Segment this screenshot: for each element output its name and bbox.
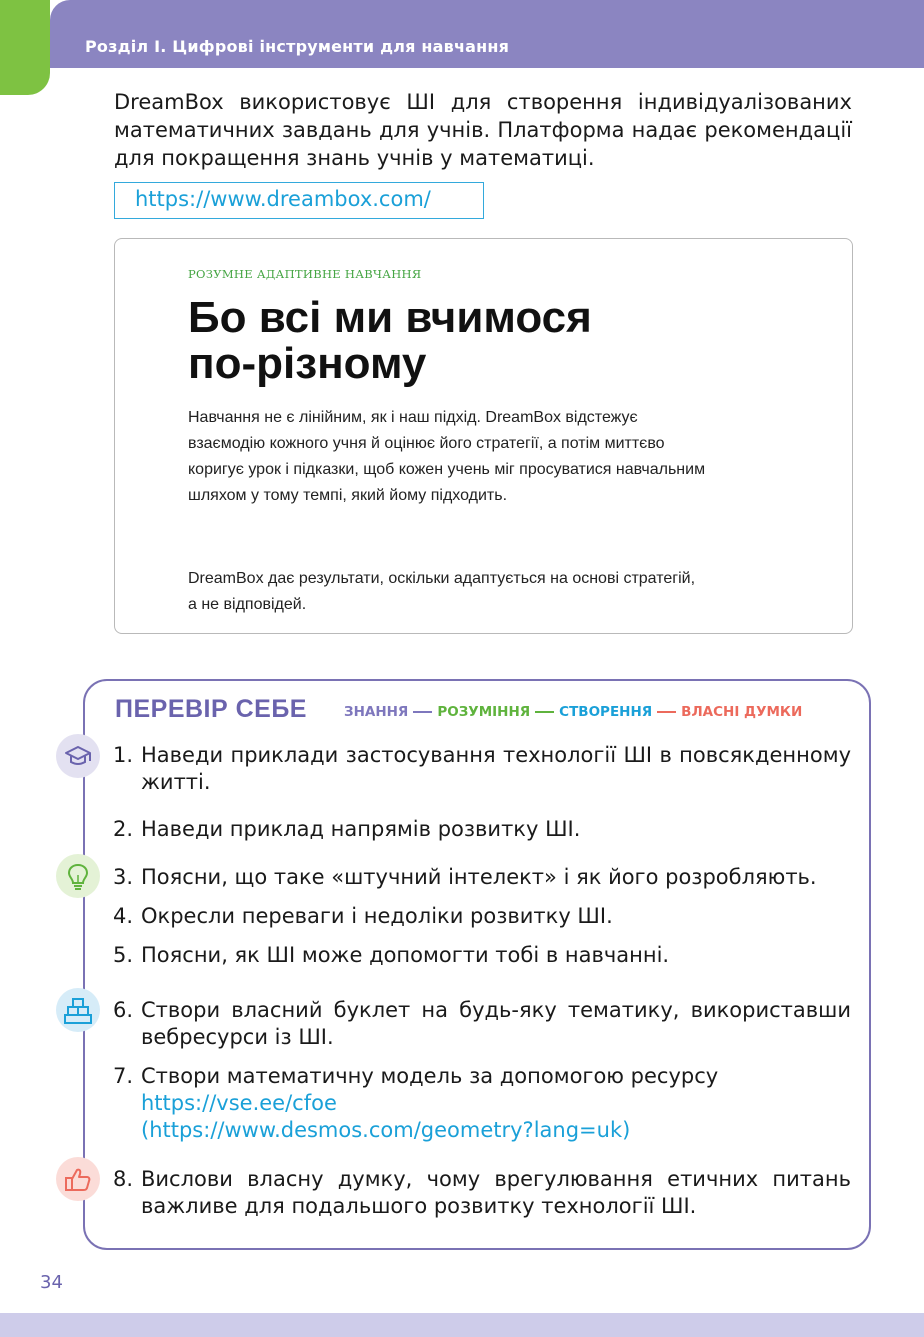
question-number: 4. bbox=[113, 904, 134, 928]
headline-line-1: Бо всі ми вчимося bbox=[188, 293, 592, 342]
intro-paragraph: DreamBox використовує ШІ для створення індивідуалізованих математичних завдань для учнів. Платформа надає рекомендації для покращення знань учнів у математиці. bbox=[114, 90, 852, 170]
level-opinion: ВЛАСНІ ДУМКИ bbox=[681, 704, 803, 720]
chapter-tab bbox=[0, 0, 50, 95]
question-number: 1. bbox=[113, 743, 134, 767]
level-understanding: РОЗУМІННЯ bbox=[437, 704, 531, 720]
question-text: Поясни, що таке «штучний інтелект» і як його розробляють. bbox=[141, 865, 817, 889]
dreambox-link[interactable]: https://www.dreambox.com/ bbox=[135, 187, 431, 211]
chapter-title: Розділ І. Цифрові інструменти для навчання bbox=[85, 37, 510, 56]
screenshot-headline bbox=[188, 295, 592, 387]
screenshot-kicker: РОЗУМНЕ АДАПТИВНЕ НАВЧАННЯ bbox=[188, 267, 422, 281]
levels-legend bbox=[344, 704, 802, 720]
question-2 bbox=[113, 816, 851, 843]
question-text: Поясни, як ШІ може допомогти тобі в навчанні. bbox=[141, 943, 670, 967]
question-number: 8. bbox=[113, 1167, 134, 1191]
dreambox-screenshot bbox=[114, 238, 853, 634]
question-1 bbox=[113, 742, 851, 796]
question-text: Вислови власну думку, чому врегулювання етичних питань важливе для подальшого розвитку технології ШІ. bbox=[141, 1167, 851, 1218]
desmos-link[interactable]: (https://www.desmos.com/geometry?lang=uk) bbox=[141, 1118, 631, 1142]
question-text: Наведи приклади застосування технології ШІ в повсякденному житті. bbox=[141, 743, 851, 794]
question-8 bbox=[113, 1166, 851, 1220]
question-number: 3. bbox=[113, 865, 134, 889]
level-knowledge: ЗНАННЯ bbox=[344, 704, 409, 720]
chapter-header bbox=[50, 0, 924, 68]
graduation-cap-icon bbox=[56, 734, 100, 778]
level-creation: СТВОРЕННЯ bbox=[559, 704, 653, 720]
question-7 bbox=[113, 1063, 851, 1144]
question-3 bbox=[113, 864, 851, 891]
question-text: Створи власний буклет на будь-яку тематику, використавши вебресурси із ШІ. bbox=[141, 998, 851, 1049]
level-separator bbox=[413, 711, 432, 713]
question-text: Створи математичну модель за допомогою ресурсу bbox=[141, 1064, 719, 1088]
screenshot-paragraph-2: DreamBox дає результати, оскільки адаптується на основі стратегій, а не відповідей. bbox=[188, 570, 696, 613]
vse-link[interactable]: https://vse.ee/cfoe bbox=[141, 1091, 337, 1115]
level-separator bbox=[535, 711, 554, 713]
question-5 bbox=[113, 942, 851, 969]
question-4 bbox=[113, 903, 851, 930]
footer-bar bbox=[0, 1313, 924, 1337]
question-number: 2. bbox=[113, 817, 134, 841]
page-number: 34 bbox=[40, 1272, 63, 1293]
thumbs-up-icon bbox=[56, 1157, 100, 1201]
question-number: 5. bbox=[113, 943, 134, 967]
screenshot-paragraph-1: Навчання не є лінійним, як і наш підхід. DreamBox відстежує взаємодію кожного учня й оцінює його стратегії, а потім миттєво коригує урок і підказки, щоб кожен учень міг просуватися навчальним шляхом у тому темпі, який йому підходить. bbox=[188, 409, 706, 504]
lightbulb-icon bbox=[56, 854, 100, 898]
question-number: 7. bbox=[113, 1064, 134, 1088]
question-text: Окресли переваги і недоліки розвитку ШІ. bbox=[141, 904, 613, 928]
blocks-icon bbox=[56, 988, 100, 1032]
headline-line-2: по-різному bbox=[188, 339, 427, 388]
question-number: 6. bbox=[113, 998, 134, 1022]
level-separator bbox=[657, 711, 676, 713]
question-text: Наведи приклад напрямів розвитку ШІ. bbox=[141, 817, 581, 841]
question-6 bbox=[113, 997, 851, 1051]
check-title: ПЕРЕВІР СЕБЕ bbox=[115, 695, 307, 723]
url-box[interactable] bbox=[114, 182, 484, 219]
